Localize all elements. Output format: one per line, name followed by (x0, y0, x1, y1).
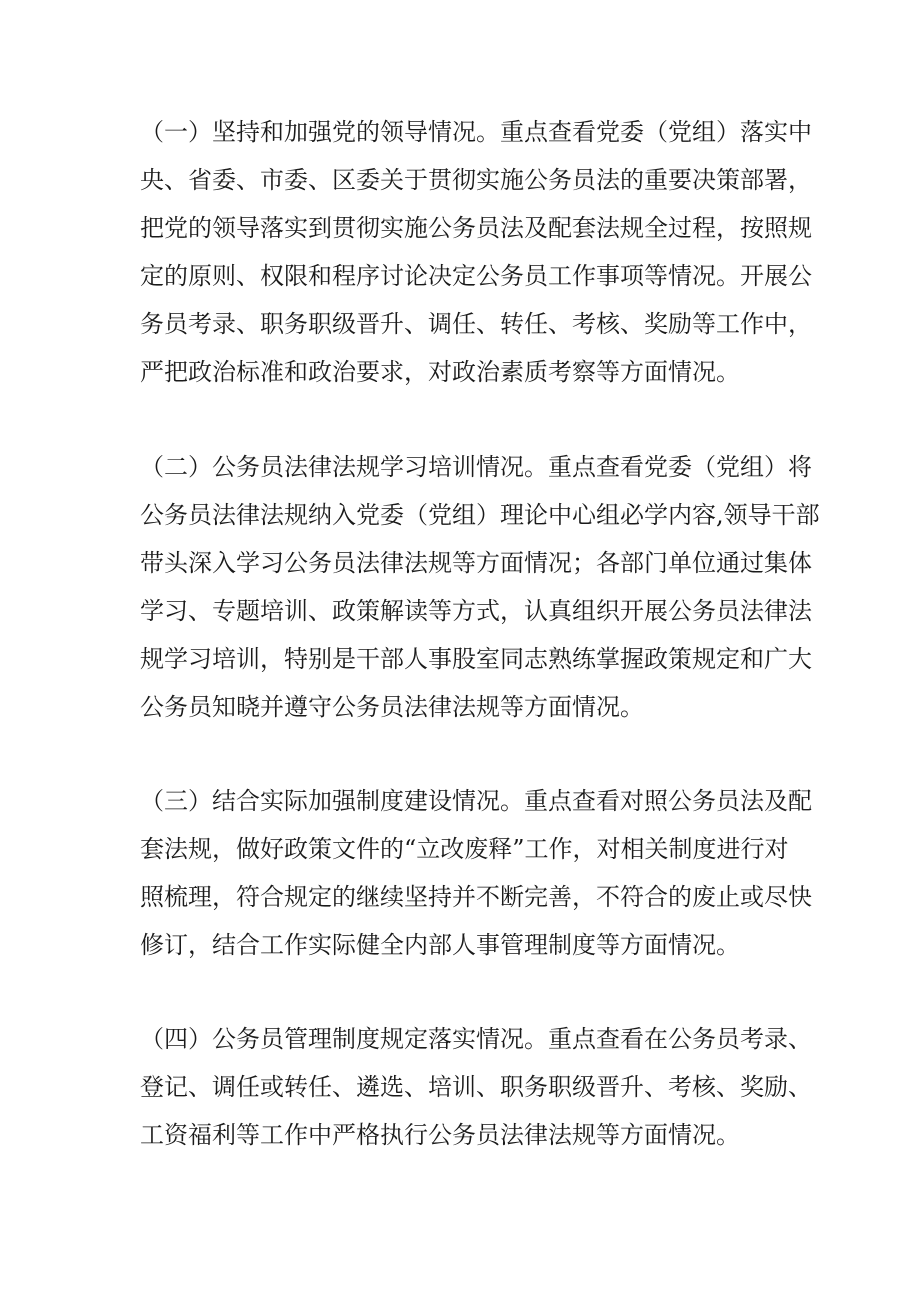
paragraph-line: 务员考录、职务职级晋升、调任、转任、考核、奖励等工作中， (140, 310, 812, 338)
paragraph-line: 公务员知晓并遵守公务员法律法规等方面情况。 (140, 693, 644, 721)
paragraph-line: 套法规，做好政策文件的“立改废释”工作，对相关制度进行对 (140, 835, 789, 863)
paragraph-line: 登记、调任或转任、遴选、培训、职务职级晋升、考核、奖励、 (140, 1073, 812, 1101)
paragraph-line: 工资福利等工作中严格执行公务员法律法规等方面情况。 (140, 1121, 740, 1149)
paragraph-line: （三）结合实际加强制度建设情况。重点查看对照公务员法及配 (140, 787, 812, 815)
paragraph-line: 央、省委、市委、区委关于贯彻实施公务员法的重要决策部署， (140, 166, 812, 194)
paragraph-line: （一）坚持和加强党的领导情况。重点查看党委（党组）落实中 (140, 118, 812, 146)
paragraph-line: 定的原则、权限和程序讨论决定公务员工作事项等情况。开展公 (140, 262, 812, 290)
paragraph-line: 公务员法律法规纳入党委（党组）理论中心组必学内容,领导干部 (140, 501, 820, 529)
paragraph-line: 规学习培训，特别是干部人事股室同志熟练掌握政策规定和广大 (140, 645, 812, 673)
paragraph-line: 把党的领导落实到贯彻实施公务员法及配套法规全过程，按照规 (140, 214, 812, 242)
paragraph-line: 照梳理，符合规定的继续坚持并不断完善，不符合的废止或尽快 (140, 883, 812, 911)
paragraph-line: 修订，结合工作实际健全内部人事管理制度等方面情况。 (140, 931, 740, 959)
paragraph-line: 学习、专题培训、政策解读等方式，认真组织开展公务员法律法 (140, 597, 812, 625)
paragraph-line: 严把政治标准和政治要求，对政治素质考察等方面情况。 (140, 358, 740, 386)
paragraph-line: （四）公务员管理制度规定落实情况。重点查看在公务员考录、 (140, 1025, 812, 1053)
paragraph-line: （二）公务员法律法规学习培训情况。重点查看党委（党组）将 (140, 453, 812, 481)
paragraph-line: 带头深入学习公务员法律法规等方面情况；各部门单位通过集体 (140, 549, 812, 577)
